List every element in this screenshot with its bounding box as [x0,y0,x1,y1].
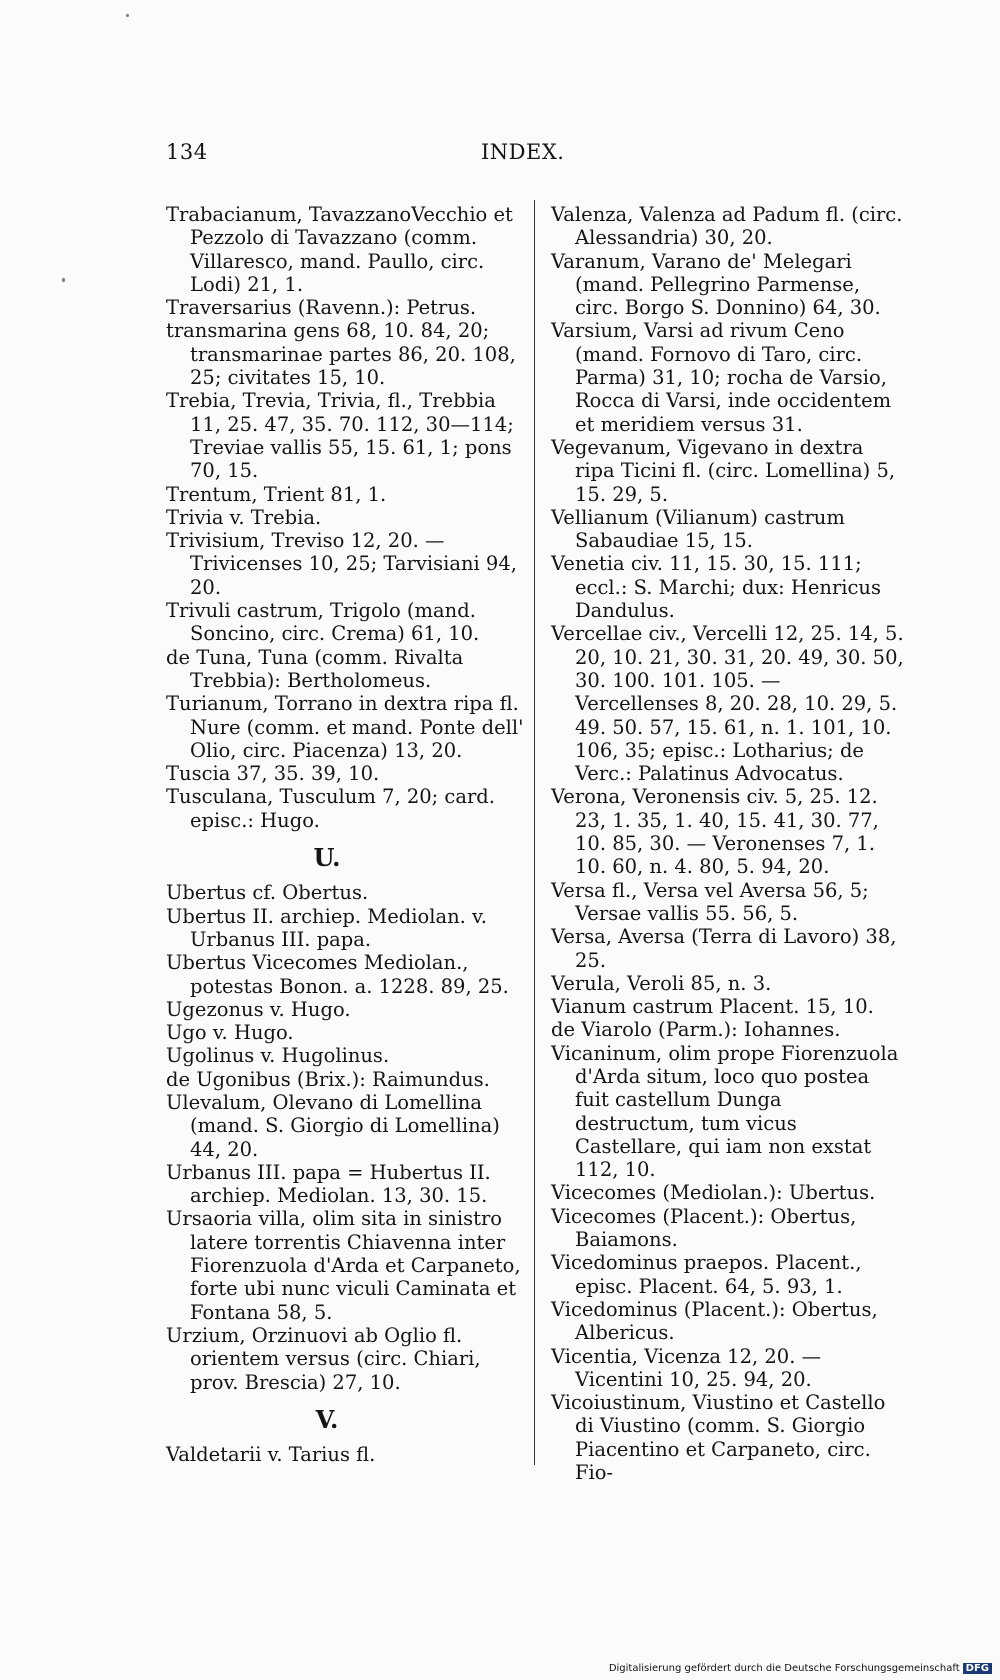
index-entry: transmarina gens 68, 10. 84, 20; transmarinae partes 86, 20. 108, 25; civitates 15, 10. [166,319,516,390]
index-entry: Trivia v. Trebia. [166,505,322,529]
index-entry: Ulevalum, Olevano di Lomellina (mand. S. Giorgio di Lomellina) 44, 20. [166,1090,500,1161]
index-entry: Ugolinus v. Hugolinus. [166,1044,390,1068]
index-entry: Trentum, Trient 81, 1. [166,482,387,506]
index-entry: Ubertus cf. Obertus. [166,881,369,905]
index-entry: Ursaoria villa, olim sita in sinistro latere torrentis Chiavenna inter Fiorenzuola d'Arda et Carpaneto, forte ubi nunc viculi Caminata et Fontana 58, 5. [166,1207,521,1324]
index-entry: Vercellae civ., Vercelli 12, 25. 14, 5. 20, 10. 21, 30. 31, 20. 49, 30. 50, 30. 100. 101. 105. — Vercellenses 8, 20. 28, 10. 29, 5. 49. 50. 57, 15. 61, n. 1. 101, 10. 106, 35; episc.: Lotharius; de Verc.: Palatinus Advocatus. [551,622,904,786]
index-entry: Verona, Veronensis civ. 5, 25. 12. 23, 1. 35, 1. 40, 15. 41, 30. 77, 10. 85, 30. — Veronenses 7, 1. 10. 60, n. 4. 80, 5. 94, 20. [551,785,879,879]
index-entry: Trivisium, Treviso 12, 20. — Trivicenses 10, 25; Tarvisiani 94, 20. [166,529,517,599]
index-entry: Vegevanum, Vigevano in dextra ripa Ticini fl. (circ. Lomellina) 5, 15. 29, 5. [551,435,896,506]
section-heading-v: V. [315,1404,339,1434]
index-entry: Vianum castrum Placent. 15, 10. [551,995,874,1019]
index-entry: Vicedominus (Placent.): Obertus, Albericus. [551,1297,878,1345]
index-entry: Vicoiustinum, Viustino et Castello di Viustino (comm. S. Giorgio Piacentino et Carpaneto, circ. Fio- [551,1391,886,1485]
index-entry: Trebia, Trevia, Trivia, fl., Trebbia 11, 25. 47, 35. 70. 112, 30—114; Treviae vallis 55, 15. 61, 1; pons 70, 15. [166,389,514,483]
index-entry: Valdetarii v. Tarius fl. [166,1443,376,1467]
index-entry: Tusculana, Tusculum 7, 20; card. episc.: Hugo. [166,785,495,832]
index-entry: Trivuli castrum, Trigolo (mand. Soncino, circ. Crema) 61, 10. [166,599,480,646]
index-entry: Urzium, Orzinuovi ab Oglio fl. orientem versus (circ. Chiari, prov. Brescia) 27, 10. [166,1323,481,1394]
scan-speck [62,278,65,282]
index-entry: Tuscia 37, 35. 39, 10. [166,762,380,786]
index-entry: Venetia civ. 11, 15. 30, 15. 111; eccl.: S. Marchi; dux: Henricus Dandulus. [551,552,882,623]
index-entry: Traversarius (Ravenn.): Petrus. [166,296,477,320]
index-entry: Valenza, Valenza ad Padum fl. (circ. Alessandria) 30, 20. [551,203,903,250]
index-entry: de Ugonibus (Brix.): Raimundus. [166,1067,490,1091]
page-number: 134 [166,140,208,164]
footer-text: Digitalisierung gefördert durch die Deutsche Forschungsgemeinschaft [608,1663,960,1674]
index-entry: Ugo v. Hugo. [166,1021,294,1045]
index-entry: Varanum, Varano de' Melegari (mand. Pellegrino Parmense, circ. Borgo S. Donnino) 64, 30. [551,249,881,320]
dfg-logo: DFG [963,1663,992,1674]
index-entry: Vicedominus praepos. Placent., episc. Placent. 64, 5. 93, 1. [551,1251,862,1298]
scan-speck [126,14,129,17]
index-entry: Ugezonus v. Hugo. [166,997,351,1021]
index-entry: Ubertus Vicecomes Mediolan., potestas Bonon. a. 1228. 89, 25. [166,951,509,998]
page-header [166,140,896,170]
index-entry: Vicaninum, olim prope Fiorenzuola d'Arda situm, loco quo postea fuit castellum Dunga destructum, tum vicus Castellare, qui iam non exstat 112, 10. [551,1041,899,1182]
index-entry: Vicecomes (Placent.): Obertus, Baiamons. [551,1204,857,1252]
index-entry: Urbanus III. papa = Hubertus II. archiep. Mediolan. 13, 30. 15. [166,1160,491,1208]
column-divider [534,200,535,1465]
index-entry: Versa fl., Versa vel Aversa 56, 5; Versae vallis 55. 56, 5. [551,878,869,925]
page-title: INDEX. [481,140,565,164]
index-entry: de Viarolo (Parm.): Iohannes. [551,1018,841,1042]
right-column [551,203,904,1484]
index-entry: Turianum, Torrano in dextra ripa fl. Nure (comm. et mand. Ponte dell' Olio, circ. Piacenza) 13, 20. [166,692,524,762]
digitization-footer [609,1663,992,1674]
index-entry: Ubertus II. archiep. Mediolan. v. Urbanus III. papa. [166,904,487,951]
left-column [166,203,528,1466]
index-entry: Trabacianum, TavazzanoVecchio et Pezzolo di Tavazzano (comm. Villaresco, mand. Paullo, circ. Lodi) 21, 1. [166,203,513,296]
section-heading-u: U. [313,843,341,873]
index-entry: de Tuna, Tuna (comm. Rivalta Trebbia): Bertholomeus. [166,645,464,692]
index-entry: Vicentia, Vicenza 12, 20. — Vicentini 10, 25. 94, 20. [551,1344,822,1391]
index-entry: Vicecomes (Mediolan.): Ubertus. [551,1181,876,1205]
index-entry: Varsium, Varsi ad rivum Ceno (mand. Fornovo di Taro, circ. Parma) 31, 10; rocha de Varsio, Rocca di Varsi, inde occidentem et meridiem versus 31. [551,319,892,436]
index-entry: Verula, Veroli 85, n. 3. [551,971,772,995]
index-entry: Versa, Aversa (Terra di Lavoro) 38, 25. [551,925,897,972]
index-entry: Vellianum (Vilianum) castrum Sabaudiae 15, 15. [551,505,845,553]
